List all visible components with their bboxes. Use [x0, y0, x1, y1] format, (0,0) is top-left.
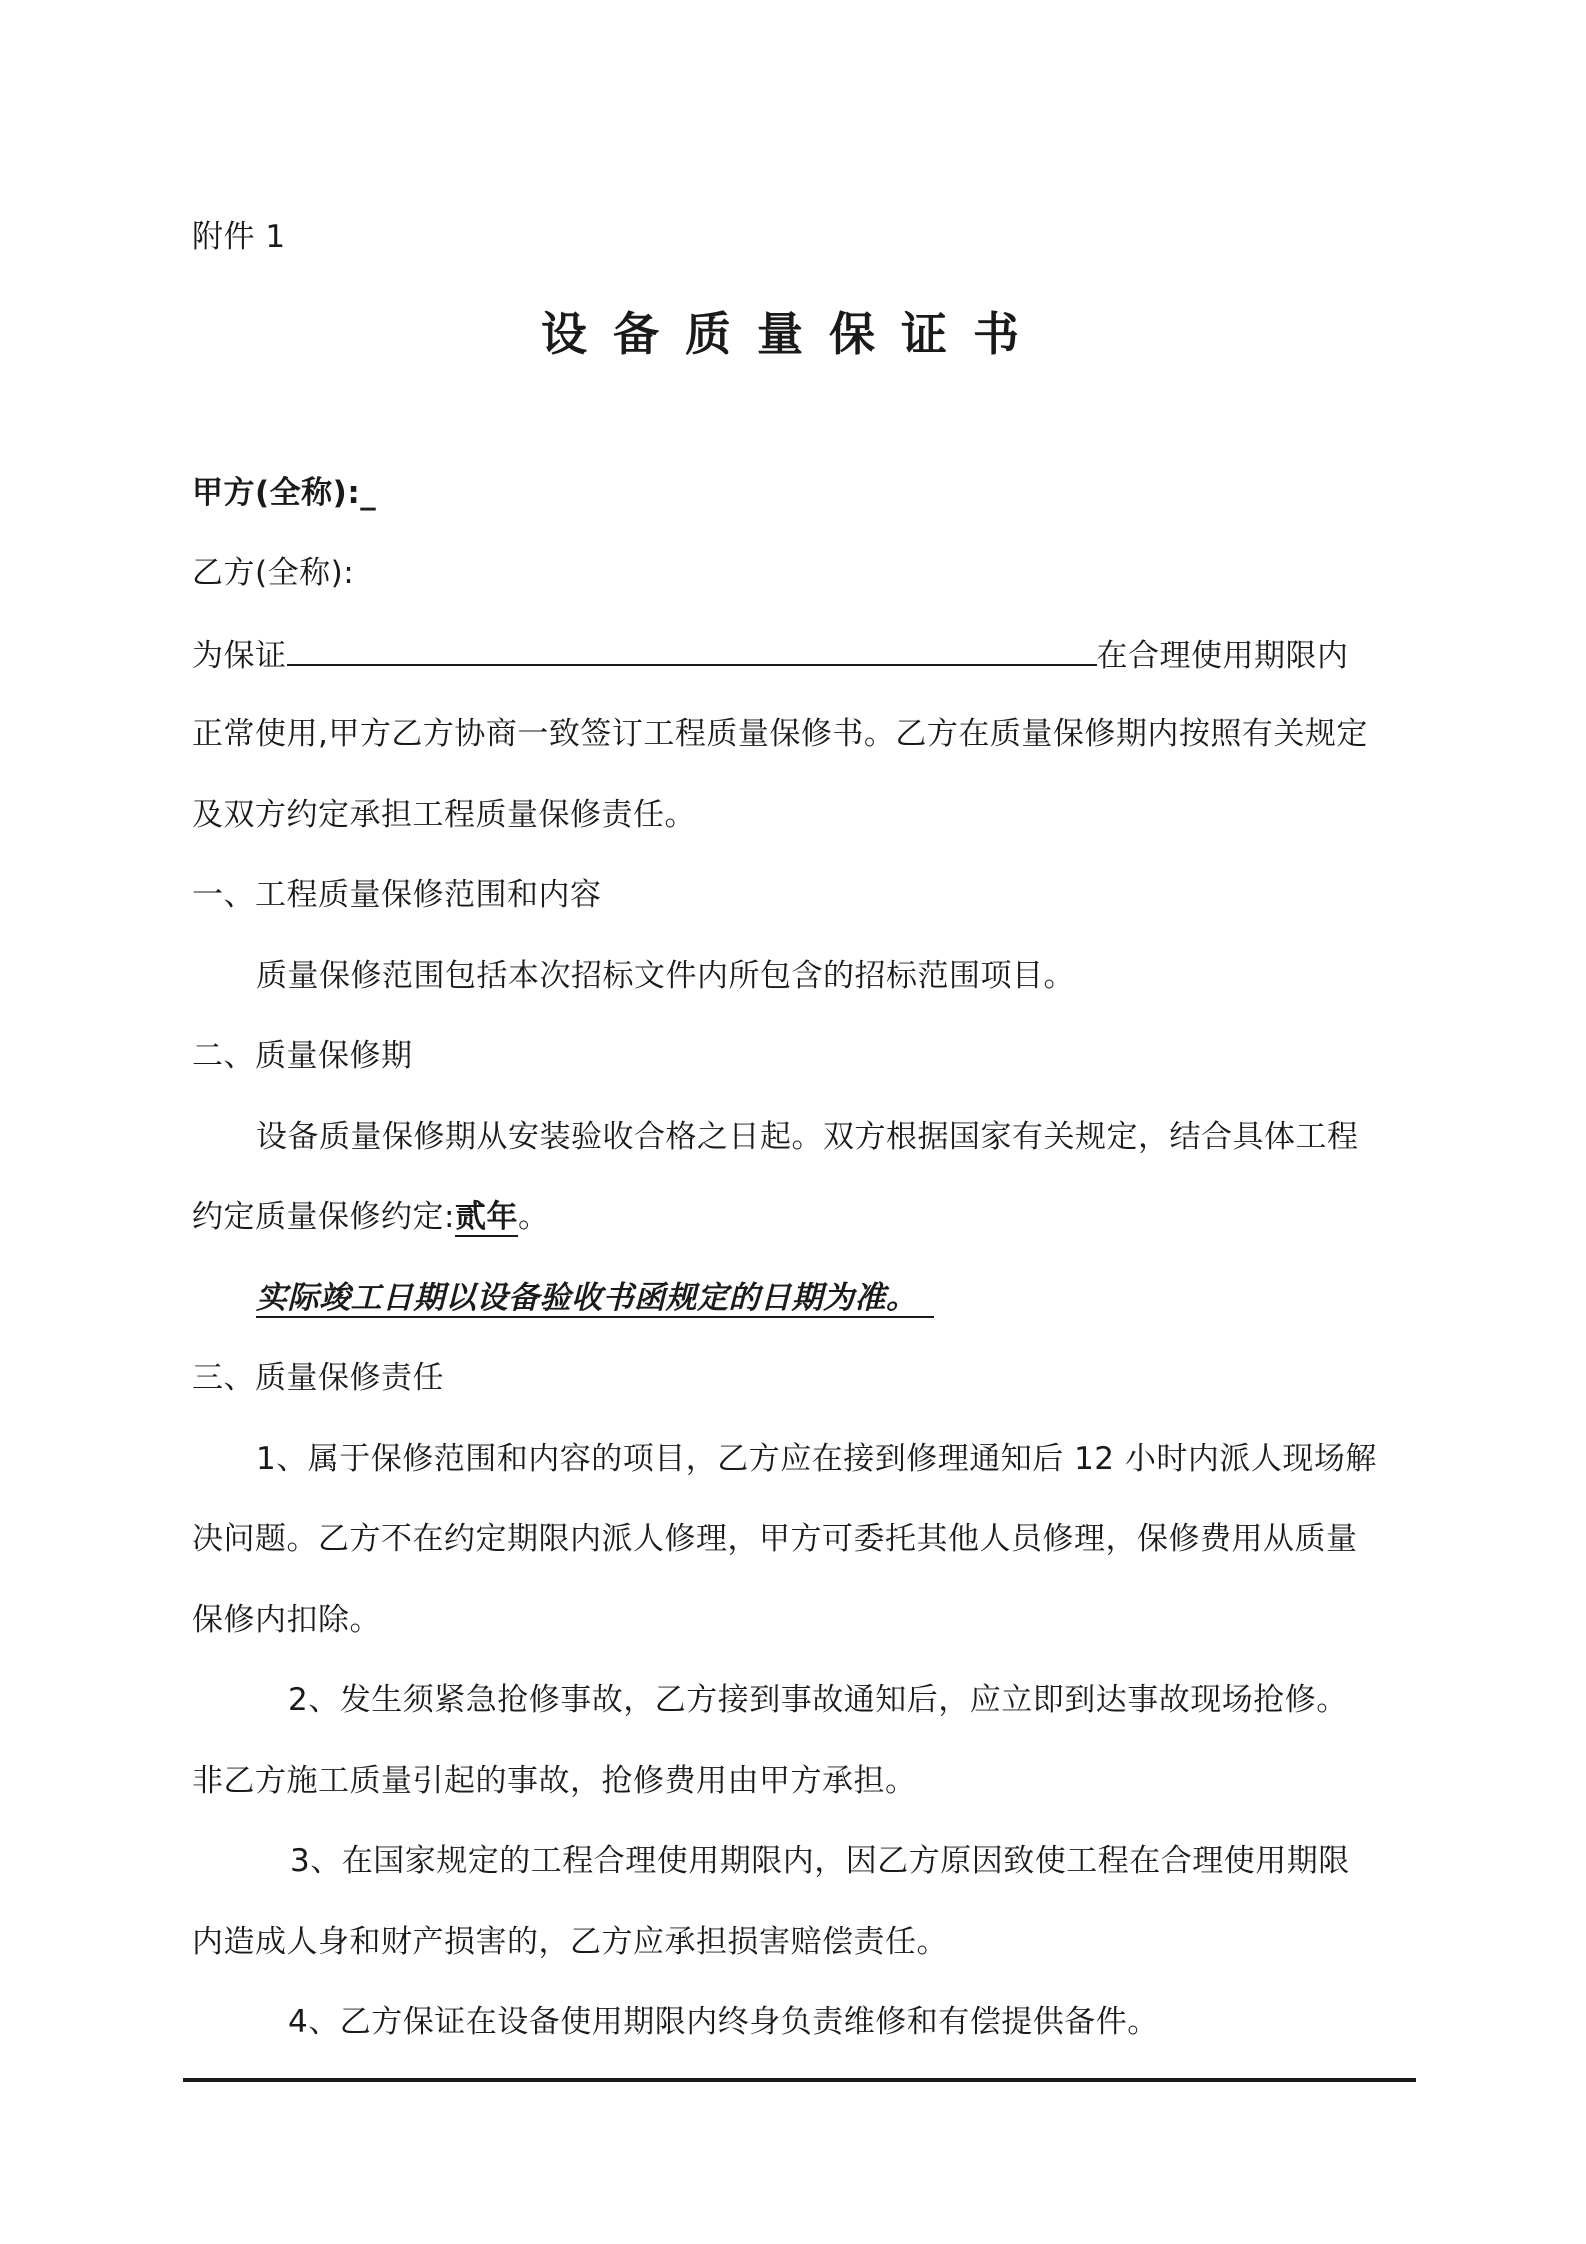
party-a-blank: _: [360, 475, 377, 511]
intro-line-2: 正常使用,甲方乙方协商一致签订工程质量保修书。乙方在质量保修期内按照有关规定: [192, 716, 1368, 752]
party-a-label: 甲方(全称):: [192, 475, 361, 511]
document-title: 设备质量保证书: [541, 307, 1045, 361]
warranty-period-label: 约定质量保修约定:: [192, 1199, 455, 1235]
item-1-line-3: 保修内扣除。: [192, 1602, 381, 1638]
item-2-line-1: 2、发生须紧急抢修事故，乙方接到事故通知后，应立即到达事故现场抢修。: [288, 1682, 1348, 1718]
item-4-line-1: 4、乙方保证在设备使用期限内终身负责维修和有偿提供备件。: [288, 2004, 1159, 2040]
warranty-period-suffix: 。: [517, 1199, 550, 1235]
item-3-line-2: 内造成人身和财产损害的，乙方应承担损害赔偿责任。: [192, 1924, 948, 1960]
warranty-period-value: 贰年: [454, 1199, 518, 1235]
section-1-body: 质量保修范围包括本次招标文件内所包含的招标范围项目。: [256, 958, 1075, 994]
party-a-line: [192, 473, 376, 513]
completion-date-note: 实际竣工日期以设备验收书函规定的日期为准。: [256, 1280, 934, 1318]
item-1-line-2: 决问题。乙方不在约定期限内派人修理，甲方可委托其他人员修理，保修费用从质量: [192, 1521, 1358, 1557]
section-3-heading: 三、质量保修责任: [192, 1360, 444, 1396]
section-2-line-1: 设备质量保修期从安装验收合格之日起。双方根据国家有关规定，结合具体工程: [256, 1119, 1359, 1155]
section-2-heading: 二、质量保修期: [192, 1038, 413, 1074]
intro-prefix: 为保证: [192, 638, 287, 674]
section-2-line-2: [192, 1197, 549, 1237]
project-name-blank: [287, 634, 1097, 666]
intro-suffix: 在合理使用期限内: [1096, 638, 1349, 674]
attachment-label: 附件 1: [192, 219, 286, 255]
party-b-label: 乙方(全称):: [192, 555, 355, 591]
bottom-rule: [183, 2078, 1416, 2082]
item-2-line-2: 非乙方施工质量引起的事故，抢修费用由甲方承担。: [192, 1763, 917, 1799]
intro-line-3: 及双方约定承担工程质量保修责任。: [192, 797, 696, 833]
item-1-line-1: 1、属于保修范围和内容的项目，乙方应在接到修理通知后 12 小时内派人现场解: [256, 1441, 1377, 1477]
item-3-line-1: 3、在国家规定的工程合理使用期限内，因乙方原因致使工程在合理使用期限: [290, 1843, 1350, 1879]
section-1-heading: 一、工程质量保修范围和内容: [192, 877, 602, 913]
section-2-note: [256, 1278, 934, 1318]
party-b-line: [192, 553, 354, 593]
intro-line-1: [192, 634, 1349, 676]
